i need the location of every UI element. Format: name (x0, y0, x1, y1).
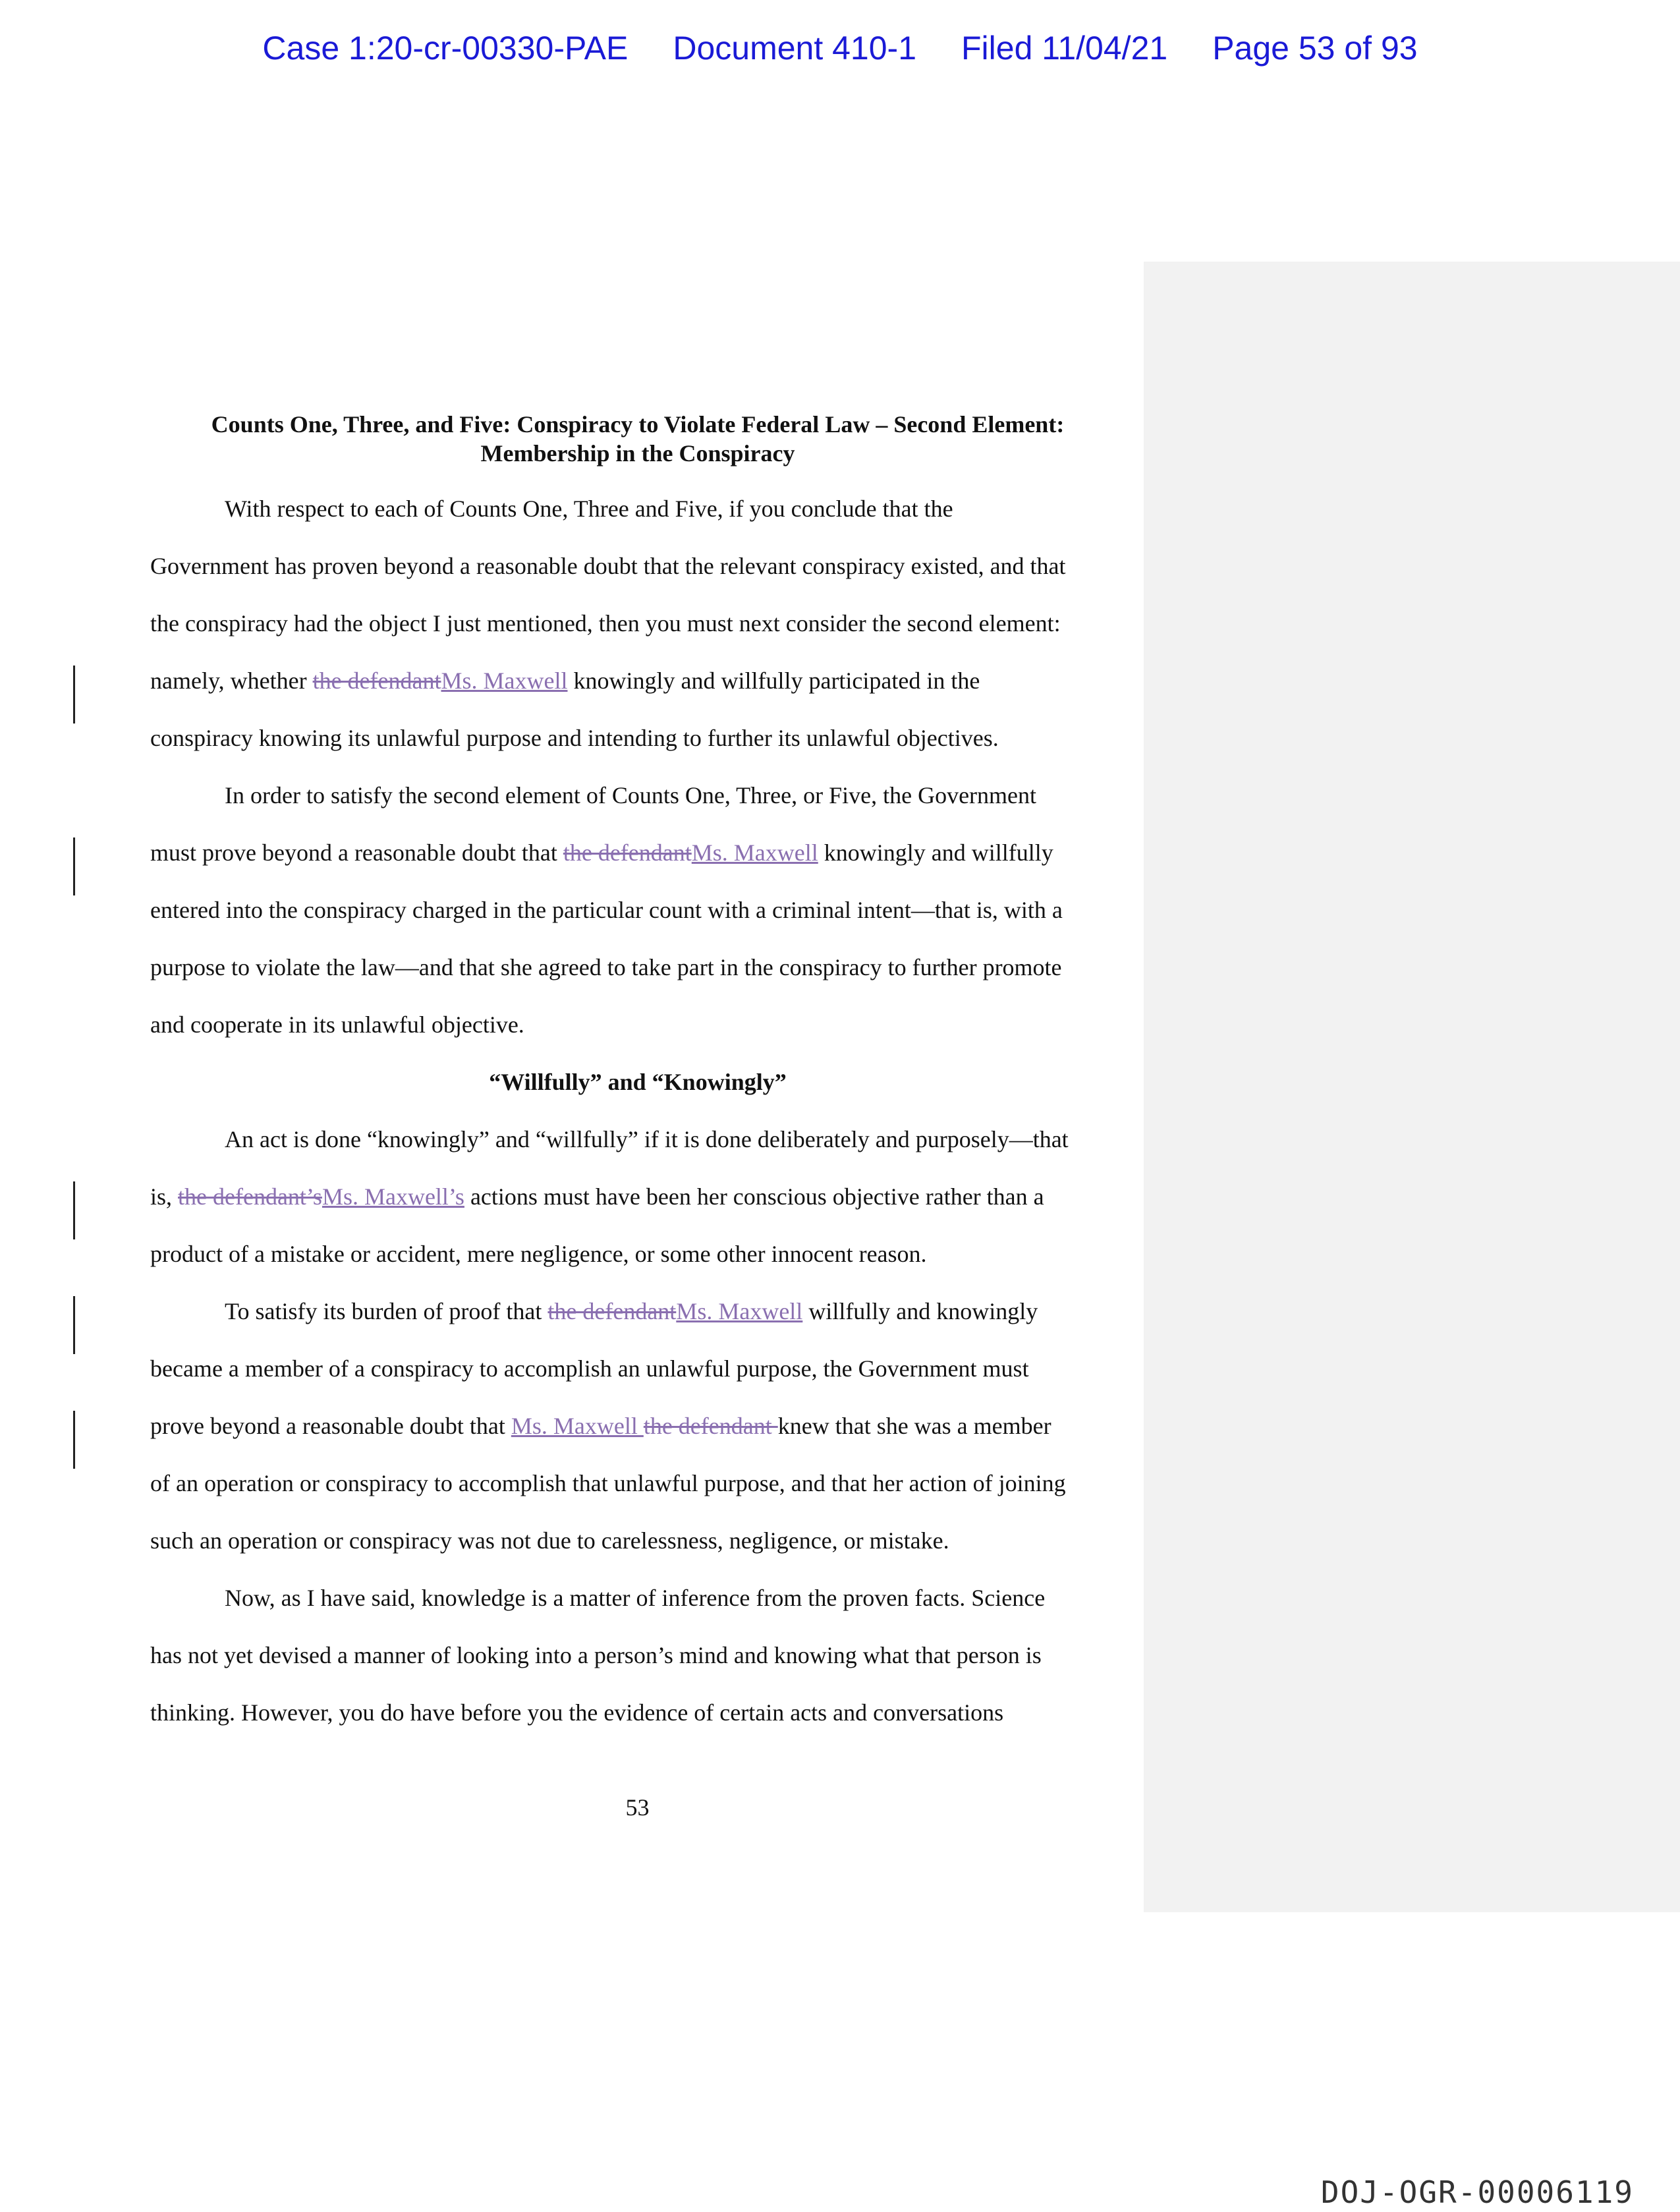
body-line: is, the defendant’sMs. Maxwell’s actions must have been her conscious objective rather than a (150, 1183, 1044, 1210)
deleted-text: the defendant (643, 1413, 778, 1439)
body-line: With respect to each of Counts One, Three and Five, if you conclude that the (225, 496, 953, 522)
body-line: entered into the conspiracy charged in the particular count with a criminal intent—that is, with a (150, 897, 1063, 923)
change-bar (73, 1296, 75, 1354)
comment-margin-panel (1144, 262, 1680, 1912)
deleted-text: the defendant’s (178, 1183, 322, 1210)
body-line: An act is done “knowingly” and “willfully” if it is done deliberately and purposely—that (225, 1126, 1069, 1152)
case-header-stamp (0, 29, 1680, 67)
body-line: has not yet devised a manner of looking into a person’s mind and knowing what that person is (150, 1642, 1042, 1668)
deleted-text: the defendant (563, 839, 692, 866)
inserted-text: Ms. Maxwell (691, 839, 818, 866)
page-indicator: Page 53 of 93 (1212, 30, 1418, 67)
body-line: conspiracy knowing its unlawful purpose and intending to further its unlawful objectives. (150, 725, 999, 751)
deleted-text: the defendant (312, 667, 441, 694)
section-heading-line2: Membership in the Conspiracy (480, 440, 795, 467)
body-line: the conspiracy had the object I just mentioned, then you must next consider the second element: (150, 610, 1061, 637)
body-line: product of a mistake or accident, mere negligence, or some other innocent reason. (150, 1241, 927, 1267)
body-line: To satisfy its burden of proof that the defendantMs. Maxwell willfully and knowingly (225, 1298, 1038, 1324)
body-line: namely, whether the defendantMs. Maxwell knowingly and willfully participated in the (150, 667, 980, 694)
body-line: Now, as I have said, knowledge is a matter of inference from the proven facts. Science (225, 1585, 1046, 1611)
body-line: thinking. However, you do have before you the evidence of certain acts and conversations (150, 1699, 1004, 1726)
section-heading (150, 410, 1125, 468)
document-number: Document 410-1 (673, 30, 916, 67)
change-bar (73, 1181, 75, 1239)
body-line: prove beyond a reasonable doubt that Ms. Maxwell the defendant knew that she was a member (150, 1413, 1051, 1439)
body-line: and cooperate in its unlawful objective. (150, 1011, 524, 1038)
change-bar (73, 666, 75, 723)
body-line: of an operation or conspiracy to accomplish that unlawful purpose, and that her action of joining (150, 1470, 1066, 1496)
inserted-text: Ms. Maxwell (441, 667, 568, 694)
deleted-text: the defendant (547, 1298, 677, 1324)
bates-number: DOJ-OGR-00006119 (1320, 2174, 1634, 2210)
filed-date: Filed 11/04/21 (961, 30, 1168, 67)
body-line: purpose to violate the law—and that she agreed to take part in the conspiracy to further promote (150, 954, 1062, 980)
case-number: Case 1:20-cr-00330-PAE (262, 30, 629, 67)
body-line: Government has proven beyond a reasonable doubt that the relevant conspiracy existed, and that (150, 553, 1066, 579)
body-line: must prove beyond a reasonable doubt that the defendantMs. Maxwell knowingly and willfully (150, 839, 1053, 866)
body-line: became a member of a conspiracy to accomplish an unlawful purpose, the Government must (150, 1355, 1029, 1382)
section-heading-line1: Counts One, Three, and Five: Conspiracy to Violate Federal Law – Second Element: (211, 411, 1065, 438)
inserted-text: Ms. Maxwell (511, 1413, 644, 1439)
change-bar (73, 1411, 75, 1469)
body-line: such an operation or conspiracy was not due to carelessness, negligence, or mistake. (150, 1527, 949, 1554)
inserted-text: Ms. Maxwell (676, 1298, 803, 1324)
body-line: In order to satisfy the second element of Counts One, Three, or Five, the Government (225, 782, 1037, 808)
inserted-text: Ms. Maxwell’s (322, 1183, 464, 1210)
subheading: “Willfully” and “Knowingly” (489, 1069, 787, 1095)
page-number: 53 (625, 1794, 650, 1821)
change-bar (73, 837, 75, 895)
